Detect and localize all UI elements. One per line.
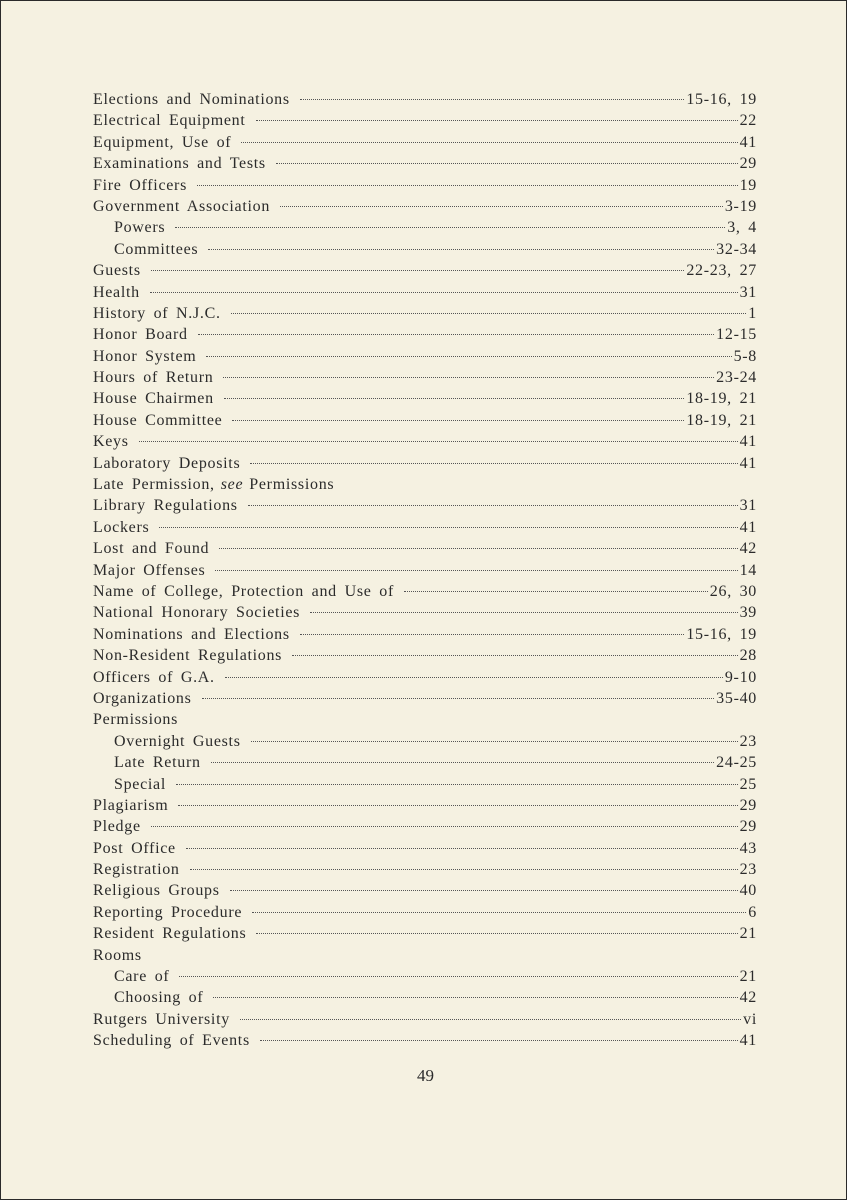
entry-pages: vi — [743, 1010, 757, 1028]
see-reference-target: Permissions — [249, 476, 335, 494]
index-entry — [93, 816, 757, 837]
dot-leader — [190, 869, 738, 870]
index-entry — [93, 709, 757, 730]
dot-leader — [252, 912, 746, 913]
dot-leader — [300, 99, 685, 100]
index-entry — [93, 838, 757, 859]
index-entry — [93, 196, 757, 217]
index-subentry — [93, 966, 757, 987]
entry-pages: 29 — [739, 796, 757, 814]
entry-term: Scheduling of Events — [93, 1032, 250, 1050]
entry-term: Health — [93, 283, 140, 301]
index-entry — [93, 453, 757, 474]
entry-term: Name of College, Protection and Use of — [93, 582, 394, 600]
dot-leader — [251, 741, 738, 742]
dot-leader — [256, 120, 738, 121]
entry-pages: 18-19, 21 — [686, 390, 757, 408]
entry-term: House Committee — [93, 411, 223, 429]
entry-term: Plagiarism — [93, 796, 169, 814]
entry-pages: 6 — [748, 903, 757, 921]
dot-leader — [241, 142, 737, 143]
index-subentry — [93, 987, 757, 1008]
entry-pages: 23-24 — [716, 369, 757, 387]
entry-pages: 3, 4 — [727, 219, 757, 237]
entry-term: Pledge — [93, 818, 141, 836]
dot-leader — [310, 612, 738, 613]
index-list — [93, 89, 757, 1052]
index-entry — [93, 303, 757, 324]
dot-leader — [250, 463, 737, 464]
dot-leader — [230, 890, 738, 891]
entry-pages: 42 — [739, 989, 757, 1007]
entry-pages: 1 — [748, 304, 757, 322]
entry-pages: 15-16, 19 — [686, 625, 757, 643]
index-entry — [93, 688, 757, 709]
entry-term: Equipment, Use of — [93, 133, 232, 151]
index-entry — [93, 560, 757, 581]
entry-term: Keys — [93, 433, 129, 451]
dot-leader — [223, 377, 714, 378]
entry-term: Guests — [93, 262, 141, 280]
entry-term: Lost and Found — [93, 540, 210, 558]
entry-pages: 19 — [739, 176, 757, 194]
entry-pages: 12-15 — [716, 326, 757, 344]
entry-term: Late Return — [114, 754, 201, 772]
index-entry — [93, 667, 757, 688]
entry-pages: 31 — [739, 283, 757, 301]
entry-term: Lockers — [93, 518, 150, 536]
entry-term: National Honorary Societies — [93, 604, 301, 622]
index-subentry — [93, 752, 757, 773]
dot-leader — [211, 762, 715, 763]
dot-leader — [232, 420, 684, 421]
dot-leader — [292, 655, 737, 656]
dot-leader — [280, 206, 723, 207]
entry-term: Non-Resident Regulations — [93, 647, 283, 665]
dot-leader — [151, 270, 685, 271]
entry-term: Elections and Nominations — [93, 91, 290, 108]
dot-leader — [139, 441, 738, 442]
entry-pages: 23 — [739, 861, 757, 879]
entry-pages: 21 — [739, 968, 757, 986]
entry-term: History of N.J.C. — [93, 304, 221, 322]
entry-term: Electrical Equipment — [93, 112, 246, 130]
index-entry — [93, 880, 757, 901]
index-entry — [93, 110, 757, 131]
entry-pages: 21 — [739, 925, 757, 943]
see-reference-word: see — [220, 476, 244, 494]
entry-pages: 35-40 — [716, 689, 757, 707]
dot-leader — [151, 826, 738, 827]
index-entry — [93, 495, 757, 516]
index-entry — [93, 324, 757, 345]
entry-pages: 41 — [739, 433, 757, 451]
entry-term: Honor Board — [93, 326, 188, 344]
dot-leader — [159, 527, 737, 528]
index-entry — [93, 624, 757, 645]
index-entry — [93, 1030, 757, 1051]
index-entry — [93, 367, 757, 388]
dot-leader — [215, 570, 737, 571]
entry-pages: 5-8 — [733, 347, 757, 365]
entry-term: Reporting Procedure — [93, 903, 243, 921]
index-entry — [93, 282, 757, 303]
dot-leader — [197, 185, 738, 186]
index-entry — [93, 474, 757, 495]
entry-pages: 25 — [739, 775, 757, 793]
entry-pages: 42 — [739, 540, 757, 558]
entry-pages: 23 — [739, 732, 757, 750]
entry-term: House Chairmen — [93, 390, 214, 408]
entry-term: Registration — [93, 861, 180, 879]
index-entry — [93, 346, 757, 367]
dot-leader — [248, 505, 738, 506]
entry-term: Rutgers University — [93, 1010, 230, 1028]
dot-leader — [150, 292, 738, 293]
index-entry — [93, 923, 757, 944]
dot-leader — [178, 805, 737, 806]
dot-leader — [176, 784, 738, 785]
dot-leader — [179, 976, 737, 977]
entry-pages: 15-16, 19 — [686, 91, 757, 108]
dot-leader — [219, 548, 737, 549]
entry-term: Choosing of — [114, 989, 204, 1007]
entry-pages: 43 — [739, 839, 757, 857]
entry-pages: 32-34 — [716, 240, 757, 258]
entry-term: Special — [114, 775, 166, 793]
index-entry — [93, 175, 757, 196]
index-entry — [93, 902, 757, 923]
entry-pages: 29 — [739, 818, 757, 836]
dot-leader — [225, 677, 723, 678]
entry-pages: 24-25 — [716, 754, 757, 772]
entry-pages: 9-10 — [724, 668, 757, 686]
dot-leader — [186, 848, 738, 849]
entry-pages: 31 — [739, 497, 757, 515]
dot-leader — [300, 634, 685, 635]
entry-term: Officers of G.A. — [93, 668, 215, 686]
entry-pages: 40 — [739, 882, 757, 900]
entry-pages: 3-19 — [724, 197, 757, 215]
entry-pages: 41 — [739, 133, 757, 151]
entry-term: Nominations and Elections — [93, 625, 290, 643]
index-entry — [93, 260, 757, 281]
index-entry — [93, 795, 757, 816]
entry-pages: 18-19, 21 — [686, 411, 757, 429]
entry-term: Major Offenses — [93, 561, 206, 579]
entry-pages: 28 — [739, 647, 757, 665]
index-entry — [93, 859, 757, 880]
dot-leader — [276, 163, 738, 164]
entry-term: Organizations — [93, 689, 192, 707]
index-subentry — [93, 731, 757, 752]
dot-leader — [208, 249, 714, 250]
entry-pages: 39 — [739, 604, 757, 622]
entry-pages: 41 — [739, 518, 757, 536]
entry-term: Late Permission, — [93, 476, 215, 494]
entry-term: Permissions — [93, 711, 179, 729]
entry-pages: 26, 30 — [709, 582, 757, 600]
entry-term: Hours of Return — [93, 369, 214, 387]
entry-pages: 41 — [739, 454, 757, 472]
entry-term: Fire Officers — [93, 176, 187, 194]
dot-leader — [213, 997, 737, 998]
entry-pages: 22 — [739, 112, 757, 130]
index-subentry — [93, 239, 757, 260]
entry-term: Laboratory Deposits — [93, 454, 241, 472]
entry-term: Post Office — [93, 839, 176, 857]
index-entry — [93, 945, 757, 966]
entry-term: Religious Groups — [93, 882, 220, 900]
entry-term: Rooms — [93, 946, 142, 964]
entry-pages: 14 — [739, 561, 757, 579]
page-number: 49 — [417, 1066, 434, 1085]
entry-term: Care of — [114, 968, 170, 986]
index-entry — [93, 581, 757, 602]
index-entry — [93, 538, 757, 559]
index-subentry — [93, 774, 757, 795]
entry-term: Resident Regulations — [93, 925, 247, 943]
index-entry — [93, 132, 757, 153]
entry-pages: 41 — [739, 1032, 757, 1050]
dot-leader — [240, 1019, 741, 1020]
dot-leader — [224, 398, 685, 399]
entry-term: Powers — [114, 219, 166, 237]
entry-pages: 29 — [739, 155, 757, 173]
entry-term: Government Association — [93, 197, 271, 215]
dot-leader — [260, 1040, 738, 1041]
entry-term: Examinations and Tests — [93, 155, 266, 173]
dot-leader — [175, 227, 725, 228]
entry-term: Overnight Guests — [114, 732, 241, 750]
index-entry — [93, 89, 757, 110]
entry-pages: 22-23, 27 — [686, 262, 757, 280]
entry-term: Committees — [114, 240, 199, 258]
index-entry — [93, 388, 757, 409]
dot-leader — [202, 698, 715, 699]
index-entry — [93, 1009, 757, 1030]
entry-term: Library Regulations — [93, 497, 238, 515]
index-entry — [93, 645, 757, 666]
dot-leader — [256, 933, 737, 934]
dot-leader — [198, 334, 714, 335]
index-entry — [93, 153, 757, 174]
index-entry — [93, 431, 757, 452]
dot-leader — [206, 356, 731, 357]
index-entry — [93, 602, 757, 623]
dot-leader — [404, 591, 708, 592]
entry-term: Honor System — [93, 347, 197, 365]
index-subentry — [93, 217, 757, 238]
index-entry — [93, 517, 757, 538]
index-entry — [93, 410, 757, 431]
dot-leader — [231, 313, 747, 314]
